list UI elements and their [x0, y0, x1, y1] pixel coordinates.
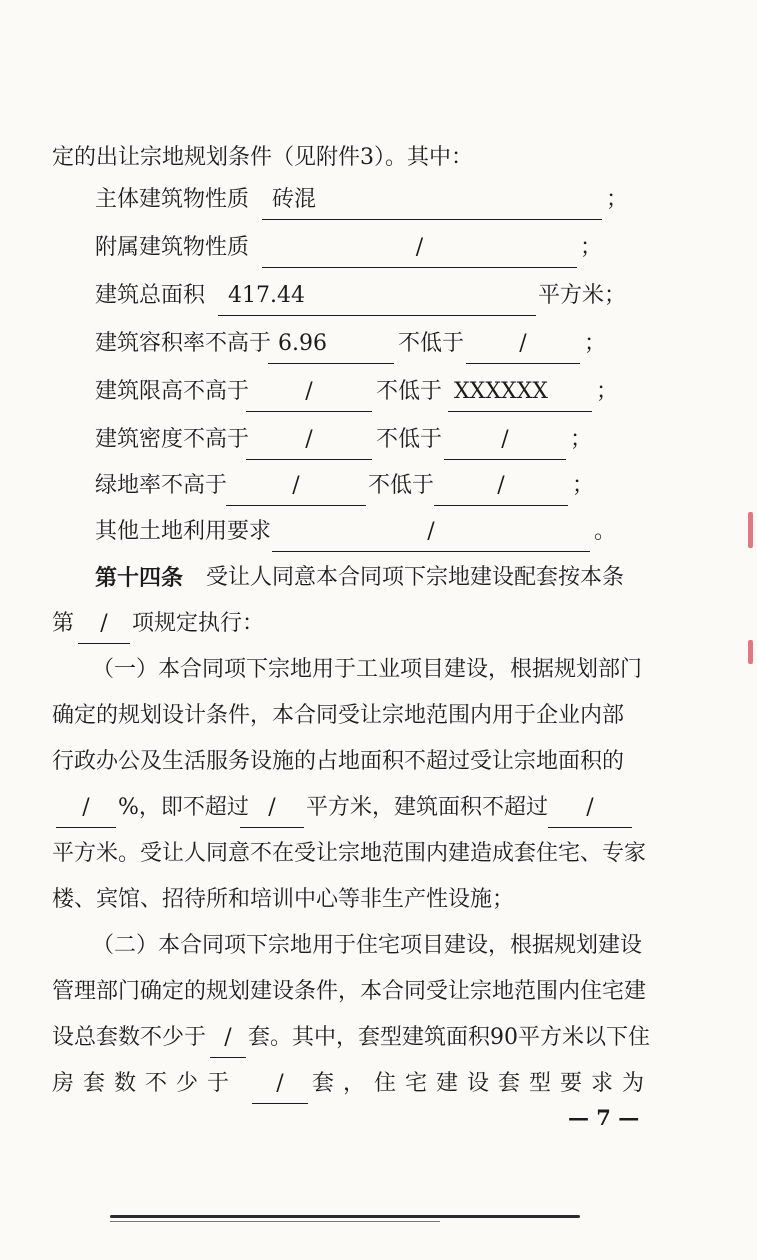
other-label: 其他土地利用要求	[95, 519, 272, 544]
main-nature-label: 主体建筑物性质	[95, 187, 250, 212]
clause1-text5: 平方米。受让人同意不在受让宗地范围内建造成套住宅、专家	[52, 841, 647, 866]
density-label: 建筑密度不高于	[95, 427, 250, 452]
clause1-line4	[0, 788, 757, 828]
clause2-units90-blank	[252, 1064, 308, 1104]
article14-heading: 第十四条	[95, 565, 184, 591]
total-area-label: 建筑总面积	[95, 283, 206, 308]
clause2-line4	[0, 1064, 757, 1104]
height-end: ；	[596, 379, 619, 404]
green-min-blank	[434, 466, 568, 506]
clause1-text1: （一）本合同项下宗地用于工业项目建设，根据规划部门	[92, 657, 643, 682]
far-min-blank	[466, 324, 580, 364]
article14-item-value: /	[100, 611, 108, 636]
other-blank	[272, 512, 590, 552]
field-green	[0, 466, 757, 506]
clause1-text3: 行政办公及生活服务设施的占地面积不超过受让宗地面积的	[52, 749, 625, 774]
clause2-text4b: 套，住宅建设套型要求为	[312, 1071, 654, 1096]
field-total-area	[0, 276, 757, 316]
density-min-value: /	[501, 427, 509, 452]
far-mid: 不低于	[398, 331, 465, 356]
far-max-blank	[268, 324, 394, 364]
clause1-pct-value: /	[82, 795, 90, 820]
total-area-unit: 平方米；	[538, 283, 627, 308]
field-main-nature	[0, 180, 757, 220]
density-end: ；	[570, 427, 593, 452]
scan-edge-shadow	[110, 1215, 580, 1218]
article14-text1: 受让人同意本合同项下宗地建设配套按本条	[206, 565, 625, 590]
clause1-build-blank	[548, 788, 632, 828]
main-nature-end: ；	[606, 187, 629, 212]
density-max-value: /	[305, 427, 313, 452]
density-max-blank	[246, 420, 372, 460]
clause1-pct-text: %，即不超过	[118, 795, 249, 820]
density-min-blank	[444, 420, 566, 460]
clause1-pct-blank	[56, 788, 116, 828]
clause2-units-blank	[210, 1018, 246, 1058]
other-end: 。	[594, 519, 617, 544]
clause1-text2: 确定的规划设计条件，本合同受让宗地范围内用于企业内部	[52, 703, 625, 728]
field-aux-nature	[0, 228, 757, 268]
clause2-line3	[0, 1018, 757, 1058]
field-far	[0, 324, 757, 364]
article14-prefix: 第	[52, 611, 75, 636]
green-max-value: /	[292, 473, 300, 498]
clause2-text3b: 套。其中，套型建筑面积90平方米以下住	[248, 1025, 650, 1050]
green-end: ；	[572, 473, 595, 498]
far-label: 建筑容积率不高于	[95, 331, 272, 356]
clause2-units90-value: /	[276, 1071, 284, 1096]
height-min-blank	[448, 372, 592, 412]
field-other	[0, 512, 757, 552]
clause1-build-value: /	[586, 795, 594, 820]
far-end: ；	[584, 331, 607, 356]
aux-nature-end: ；	[580, 235, 603, 260]
height-mid: 不低于	[376, 379, 443, 404]
clause1-line1	[0, 650, 757, 690]
height-label: 建筑限高不高于	[95, 379, 250, 404]
main-nature-blank	[262, 180, 602, 220]
field-height	[0, 372, 757, 412]
scan-edge-shadow-faint	[110, 1221, 440, 1222]
clause2-text3a: 设总套数不少于	[52, 1025, 207, 1050]
intro-line	[0, 138, 757, 178]
clause2-text1: （二）本合同项下宗地用于住宅项目建设，根据规划建设	[92, 933, 643, 958]
aux-nature-blank	[262, 228, 577, 268]
green-min-value: /	[497, 473, 505, 498]
article14-line2	[0, 604, 757, 644]
clause1-text6: 楼、宾馆、招待所和培训中心等非生产性设施；	[52, 887, 515, 912]
aux-nature-label: 附属建筑物性质	[95, 235, 250, 260]
clause1-area-text: 平方米，建筑面积不超过	[306, 795, 549, 820]
total-area-value: 417.44	[228, 283, 305, 308]
clause1-line2	[0, 696, 757, 736]
height-max-value: /	[305, 379, 313, 404]
clause1-area-value: /	[268, 795, 276, 820]
clause1-line6	[0, 880, 757, 920]
green-label: 绿地率不高于	[95, 473, 228, 498]
clause2-line2	[0, 972, 757, 1012]
article14-text2: 项规定执行：	[132, 611, 265, 636]
edge-seal-mark	[748, 512, 753, 548]
green-mid: 不低于	[368, 473, 435, 498]
clause2-text2: 管理部门确定的规划建设条件，本合同受让宗地范围内住宅建	[52, 979, 647, 1004]
clause1-line3	[0, 742, 757, 782]
far-min-value: /	[519, 331, 527, 356]
article14-line1	[0, 558, 757, 598]
page-number: — 7 —	[568, 1105, 640, 1130]
clause1-line5	[0, 834, 757, 874]
aux-nature-value: /	[415, 235, 424, 260]
clause2-text4a: 房套数不少于	[52, 1071, 239, 1096]
edge-seal-mark	[748, 640, 753, 664]
clause1-area-blank	[240, 788, 304, 828]
total-area-blank	[218, 276, 536, 316]
intro-text: 定的出让宗地规划条件（见附件3）。其中：	[52, 145, 473, 170]
main-nature-value: 砖混	[272, 187, 317, 212]
clause2-units-value: /	[224, 1025, 232, 1050]
far-max-value: 6.96	[278, 331, 327, 356]
green-max-blank	[226, 466, 366, 506]
height-max-blank	[246, 372, 372, 412]
article14-item-blank	[78, 604, 130, 644]
field-density	[0, 420, 757, 460]
clause2-line1	[0, 926, 757, 966]
height-min-value: XXXXXX	[454, 379, 548, 404]
other-value: /	[427, 519, 435, 544]
density-mid: 不低于	[376, 427, 443, 452]
